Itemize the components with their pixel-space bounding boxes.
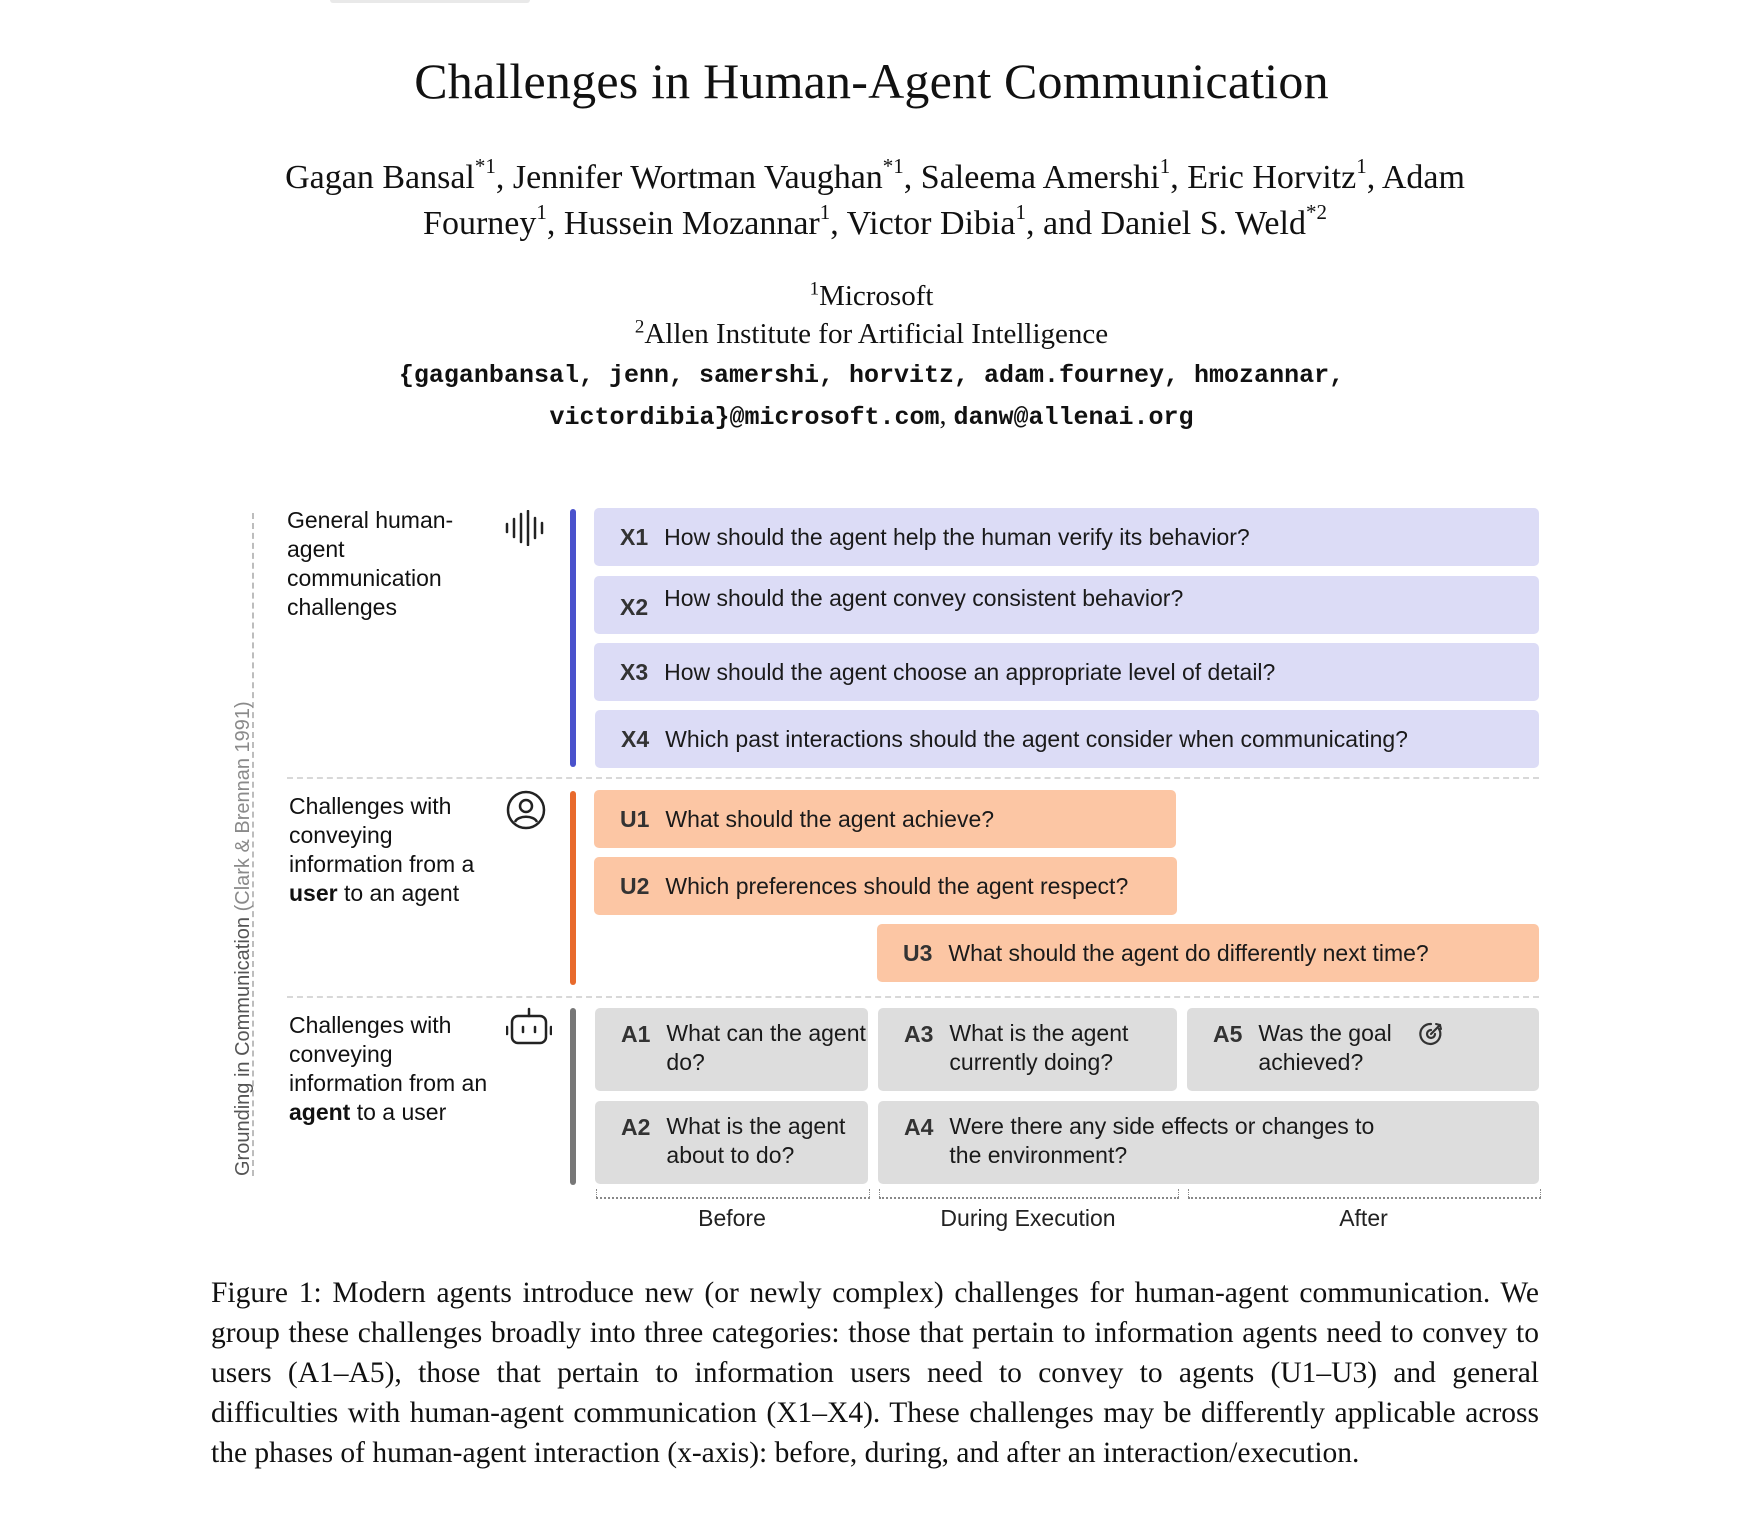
affiliation-mark: 1 bbox=[809, 278, 820, 300]
challenge-question: Which past interactions should the agent consider when communicating? bbox=[665, 725, 1408, 752]
challenge-code: A2 bbox=[621, 1114, 651, 1140]
challenge-code: X4 bbox=[621, 725, 650, 752]
challenge-code: A1 bbox=[621, 1021, 651, 1047]
email-microsoft: victordibia}@microsoft.com bbox=[549, 403, 940, 432]
grounding-axis-label bbox=[232, 701, 255, 1176]
challenge-code: X1 bbox=[620, 523, 649, 550]
category-label-text: to an agent bbox=[337, 880, 460, 906]
author-affil-mark: 1 bbox=[1159, 153, 1171, 178]
challenge-a2 bbox=[595, 1101, 868, 1184]
affiliation-name: Microsoft bbox=[819, 280, 934, 312]
challenge-code: A3 bbox=[904, 1021, 934, 1047]
challenge-u1 bbox=[594, 790, 1176, 848]
challenge-question: What should the agent do differently next time? bbox=[948, 939, 1429, 966]
author-name: Eric Horvitz bbox=[1187, 159, 1357, 196]
challenge-u2 bbox=[594, 857, 1177, 915]
user-circle-icon bbox=[505, 789, 547, 831]
category-label-agent bbox=[289, 1011, 489, 1127]
challenge-code: X2 bbox=[620, 594, 649, 620]
author-name: Fourney bbox=[423, 205, 537, 242]
author-affil-mark: *1 bbox=[882, 153, 904, 178]
challenge-code: A4 bbox=[904, 1114, 934, 1140]
category-label-user bbox=[289, 792, 499, 908]
author-name: Victor Dibia bbox=[846, 205, 1016, 242]
grounding-axis-citation: (Clark & Brennan 1991) bbox=[232, 701, 254, 912]
challenge-x3 bbox=[594, 643, 1539, 701]
challenge-a3 bbox=[878, 1008, 1177, 1091]
challenge-question: How should the agent choose an appropriate level of detail? bbox=[664, 658, 1276, 685]
author-separator: , and bbox=[1026, 205, 1101, 242]
challenge-x2 bbox=[594, 576, 1539, 634]
category-separator bbox=[287, 777, 1539, 779]
email-separator: , bbox=[939, 400, 954, 431]
challenge-x1 bbox=[594, 508, 1539, 566]
author-name: Hussein Mozannar bbox=[563, 205, 820, 242]
phase-label-before: Before bbox=[698, 1205, 766, 1231]
challenge-code: X3 bbox=[620, 658, 649, 685]
challenge-question: What is the agent currently doing? bbox=[949, 1020, 1129, 1075]
figure-caption: Figure 1: Modern agents introduce new (or newly complex) challenges for human-agent communication. We group these challenges broadly into three categories: those that pertain to information agents need to convey to users (A1–A5), those that pertain to information users need to convey to agents (U1–U3) and general difficulties with human-agent communication (X1–X4). These challenges may be differently applicable across the phases of human-agent interaction (x-axis): before, during, and after an interaction/execution. bbox=[211, 1277, 1539, 1469]
challenge-code: U1 bbox=[620, 805, 650, 832]
robot-icon bbox=[506, 1007, 552, 1047]
email-allenai: danw@allenai.org bbox=[953, 403, 1194, 432]
challenge-a4 bbox=[878, 1101, 1539, 1184]
paper-title: Challenges in Human-Agent Communication bbox=[414, 53, 1329, 109]
author-separator: , bbox=[546, 205, 564, 242]
phase-label-after: After bbox=[1339, 1205, 1388, 1231]
author-affil-mark: *2 bbox=[1305, 199, 1327, 224]
waveform-icon bbox=[503, 510, 547, 546]
category-label-emphasis: user bbox=[289, 880, 338, 906]
challenge-question: What is the agent about to do? bbox=[666, 1113, 846, 1168]
challenge-question: How should the agent help the human verify its behavior? bbox=[664, 523, 1250, 550]
author-separator: , bbox=[1366, 159, 1382, 196]
challenge-question: How should the agent convey consistent behavior? bbox=[664, 585, 1184, 611]
category-label-text: to a user bbox=[350, 1099, 447, 1125]
author-affil-mark: 1 bbox=[1015, 199, 1027, 224]
category-bar-user bbox=[570, 791, 576, 985]
author-separator: , bbox=[903, 159, 921, 196]
category-separator bbox=[287, 996, 1539, 998]
emails-line-1: {gaganbansal, jenn, samershi, horvitz, adam.fourney, hmozannar, bbox=[398, 361, 1345, 390]
challenge-code: A5 bbox=[1213, 1021, 1243, 1047]
challenge-question: Was the goal achieved? bbox=[1258, 1020, 1392, 1075]
challenge-code: U3 bbox=[903, 939, 933, 966]
challenge-question: Which preferences should the agent respect? bbox=[665, 872, 1129, 899]
challenge-question: Were there any side effects or changes to the environment? bbox=[949, 1113, 1375, 1168]
affiliation-mark: 2 bbox=[634, 316, 645, 338]
author-name: Gagan Bansal bbox=[285, 159, 475, 196]
challenge-question: What should the agent achieve? bbox=[665, 805, 995, 832]
challenge-u3 bbox=[877, 924, 1539, 982]
author-name: Adam bbox=[1381, 159, 1465, 196]
author-name: Daniel S. Weld bbox=[1100, 205, 1306, 242]
author-separator: , bbox=[830, 205, 847, 242]
author-name: Saleema Amershi bbox=[920, 159, 1160, 196]
author-affil-mark: 1 bbox=[1356, 153, 1367, 178]
author-name: Jennifer Wortman Vaughan bbox=[512, 159, 883, 196]
category-bar-general bbox=[570, 509, 576, 767]
category-label-general: General human-agent communication challenges bbox=[287, 507, 454, 620]
category-bar-agent bbox=[570, 1008, 576, 1185]
challenge-x4 bbox=[595, 710, 1539, 768]
author-affil-mark: 1 bbox=[536, 199, 547, 224]
author-affil-mark: *1 bbox=[474, 153, 496, 178]
phase-bracket-during bbox=[879, 1189, 1179, 1199]
challenge-question: What can the agent do? bbox=[666, 1020, 866, 1075]
challenge-a5 bbox=[1187, 1008, 1539, 1091]
phase-label-during: During Execution bbox=[940, 1205, 1116, 1231]
author-separator: , bbox=[495, 159, 513, 196]
author-separator: , bbox=[1170, 159, 1188, 196]
goal-check-icon bbox=[1418, 1021, 1444, 1047]
challenge-a1 bbox=[595, 1008, 868, 1091]
grounding-axis-title: Grounding in Communication bbox=[232, 916, 254, 1176]
phase-bracket-before bbox=[596, 1189, 870, 1199]
category-label-text: Challenges with conveying information from an bbox=[289, 1012, 488, 1096]
category-label-text: Challenges with conveying information from a bbox=[289, 793, 475, 877]
phase-bracket-after bbox=[1188, 1189, 1541, 1199]
affiliation-name: Allen Institute for Artificial Intelligence bbox=[644, 318, 1109, 350]
category-label-emphasis: agent bbox=[289, 1099, 351, 1125]
challenge-code: U2 bbox=[620, 872, 650, 899]
author-affil-mark: 1 bbox=[819, 199, 831, 224]
